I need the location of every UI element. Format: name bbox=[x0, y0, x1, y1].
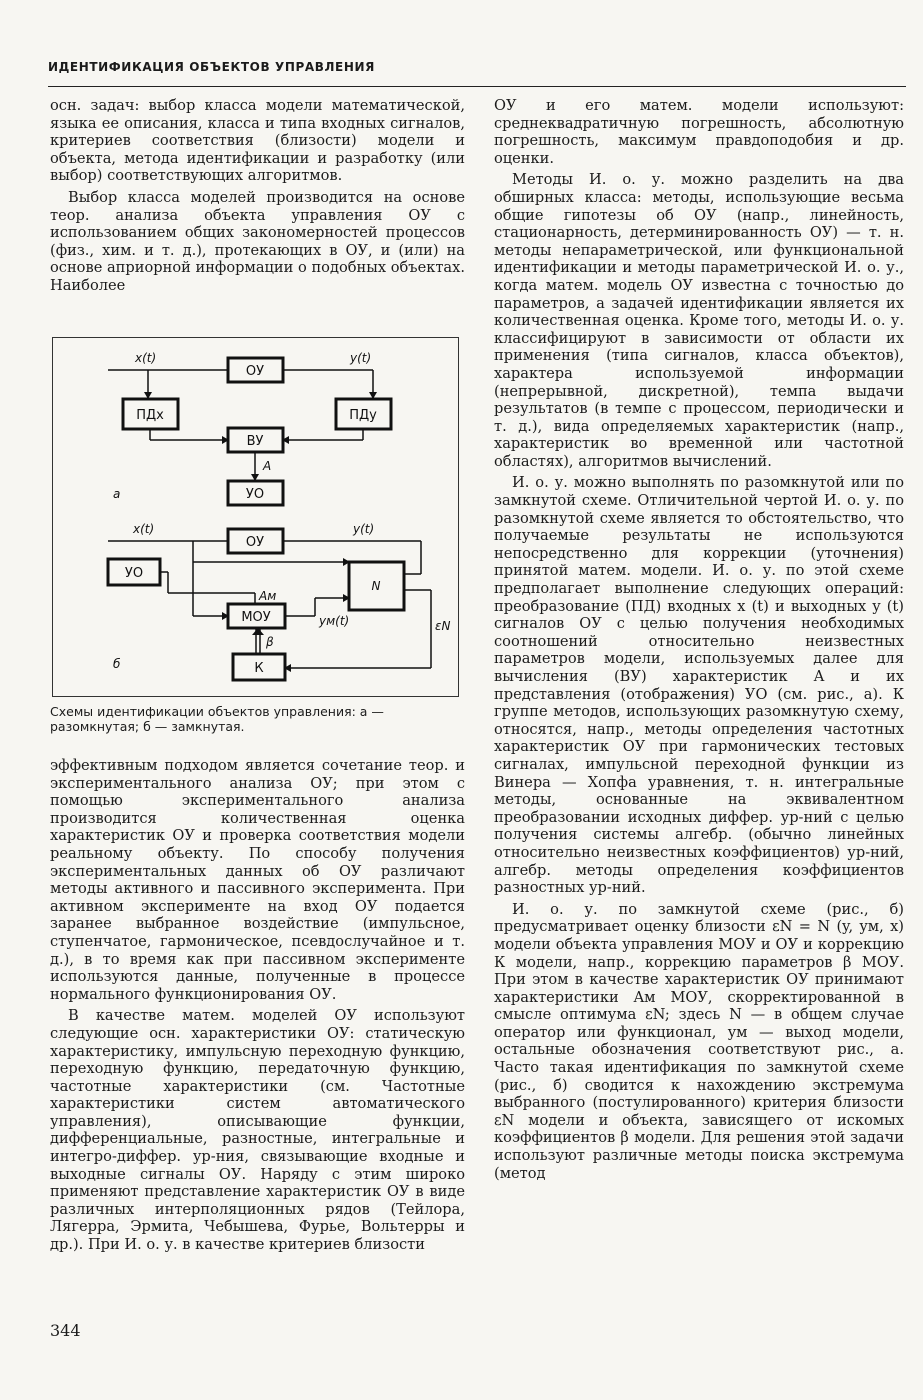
panel-label-b: б bbox=[113, 657, 121, 671]
criterion-label: N bbox=[371, 579, 381, 593]
header-rule bbox=[48, 86, 906, 87]
left-column-bottom bbox=[50, 757, 465, 1254]
input-signal-label: x(t) bbox=[135, 351, 157, 365]
result-label: A bbox=[263, 459, 272, 473]
running-header: ИДЕНТИФИКАЦИЯ ОБЪЕКТОВ УПРАВЛЕНИЯ bbox=[48, 60, 375, 74]
block-diagram bbox=[53, 338, 458, 696]
input-signal-label: x(t) bbox=[133, 522, 155, 536]
display-label: УО bbox=[245, 487, 265, 502]
panel-label-a: а bbox=[113, 487, 121, 501]
display-label: УО bbox=[124, 566, 144, 581]
param-label: β bbox=[266, 635, 274, 649]
paragraph: Выбор класса моделей производится на основе теор. анализа объекта управления ОУ с использованием общих закономерностей процессов (физ., хим. и т. д.), протекающих в ОУ, и (или) на основе априорной информации о подобных объектах. Наиболее bbox=[50, 188, 465, 294]
identification-schemes-figure bbox=[52, 337, 459, 697]
paragraph: Методы И. о. у. можно разделить на два обширных класса: методы, использующие весьма общие гипотезы об ОУ (напр., линейность, стационарность, детерминированность ОУ) — т. н. методы непараметрической, или функциональной идентификации и методы параметрической И. о. у., когда матем. модель ОУ известна с точностью до параметров, а задачей идентификации является их количественная оценка. Кроме того, методы И. о. у. классифицируют в зависимости от области их применения (типа сигналов, класса объектов), характера используемой информации (непрерывной, дискретной), темпа выдачи результатов (в темпе с процессом, периодически и т. д.), вида определяемых характеристик (напр., характеристик во временной или частотной областях), алгоритмов вычислений. bbox=[494, 171, 904, 470]
paragraph: ОУ и его матем. модели используют: среднеквадратичную погрешность, абсолютную погрешность, максимум правдоподобия и др. оценки. bbox=[494, 97, 904, 167]
plant-label: ОУ bbox=[245, 535, 265, 550]
model-label: МОУ bbox=[241, 610, 271, 625]
paragraph: И. о. у. можно выполнять по разомкнутой или по замкнутой схеме. Отличительной чертой И. о. у. по разомкнутой схеме является то обстоятельство, что получаемые результаты не используются непосредственно для коррекции (уточнения) принятой матем. модели. И. о. у. по этой схеме предполагает выполнение следующих операций: преобразование (ПД) входных x (t) и выходных y (t) сигналов ОУ с целью получения необходимых соотношений относительно неизвестных параметров модели, используемых далее для вычисления (ВУ) характеристик A и их представления (отображения) УО (см. рис., а). К группе методов, использующих разомкнутую схему, относятся, напр., методы определения частотных характеристик ОУ при гармонических тестовых сигналах, импульсной переходной функции из Винера — Хопфа уравнения, т. н. интегральные методы, основанные на эквивалентном преобразовании исходных диффер. ур-ний с целью получения системы алгебр. (обычно линейных относительно неизвестных коэффициентов) ур-ний, алгебр. методы определения коэффициентов разностных ур-ний. bbox=[494, 474, 904, 897]
figure-caption: Схемы идентификации объектов управления: а — разомкнутая; б — замкнутая. bbox=[50, 704, 384, 734]
input-transform-label: ПДx bbox=[136, 408, 164, 423]
error-label: εN bbox=[435, 619, 451, 633]
model-char-label: Aм bbox=[259, 589, 277, 603]
page-number: 344 bbox=[50, 1321, 81, 1340]
paragraph: В качестве матем. моделей ОУ используют следующие осн. характеристики ОУ: статическую характеристику, импульсную переходную функцию, переходную функцию, передаточную функцию, частотные характеристики (см. Частотные характеристики систем автоматического управления), описывающие функции, дифференциальные, разностные, интегральные и интегро-диффер. ур-ния, связывающие входные и выходные сигналы ОУ. Наряду с этим широко применяют представление характеристик ОУ в виде различных интерполяционных рядов (Тейлора, Лягерра, Эрмита, Чебышева, Фурье, Вольтерры и др.). При И. о. у. в качестве критериев близости bbox=[50, 1007, 465, 1254]
computer-label: ВУ bbox=[246, 434, 264, 449]
paragraph: эффективным подходом является сочетание теор. и экспериментального анализа ОУ; при этом с помощью экспериментального анализа производится количественная оценка характеристик ОУ и проверка соответствия модели реальному объекту. По способу получения экспериментальных данных об ОУ различают методы активного и пассивного эксперимента. При активном эксперименте на вход ОУ подается заранее выбранное воздействие (импульсное, ступенчатое, гармоническое, псевдослучайное и т. д.), в то время как при пассивном эксперименте используются данные, полученные в процессе нормального функционирования ОУ. bbox=[50, 757, 465, 1003]
output-transform-label: ПДy bbox=[349, 408, 377, 423]
output-signal-label: y(t) bbox=[350, 351, 372, 365]
left-column-top bbox=[50, 97, 465, 295]
output-signal-label: y(t) bbox=[353, 522, 375, 536]
plant-label: ОУ bbox=[245, 364, 265, 379]
paragraph: И. о. у. по замкнутой схеме (рис., б) предусматривает оценку близости εN = N (y, yм, x) модели объекта управления МОУ и ОУ и коррекцию К модели, напр., коррекцию параметров β МОУ. При этом в качестве характеристик ОУ принимают характеристики Aм МОУ, скорректированной в смысле оптимума εN; здесь N — в общем случае оператор или функционал, yм — выход модели, остальные обозначения соответствуют рис., а. Часто такая идентификация по замкнутой схеме (рис., б) сводится к нахождению экстремума выбранного (постулированного) критерия близости εN модели и объекта, зависящего от искомых коэффициентов β модели. Для решения этой задачи используют различные методы поиска экстремума (метод bbox=[494, 900, 904, 1182]
model-output-label: yм(t) bbox=[319, 614, 350, 628]
right-column bbox=[494, 97, 904, 1182]
corrector-label: К bbox=[254, 661, 264, 676]
paragraph: осн. задач: выбор класса модели математической, языка ее описания, класса и типа входных сигналов, критериев соответствия (близости) модели и объекта, метода идентификации и разработку (или выбор) соответствующих алгоритмов. bbox=[50, 97, 465, 185]
